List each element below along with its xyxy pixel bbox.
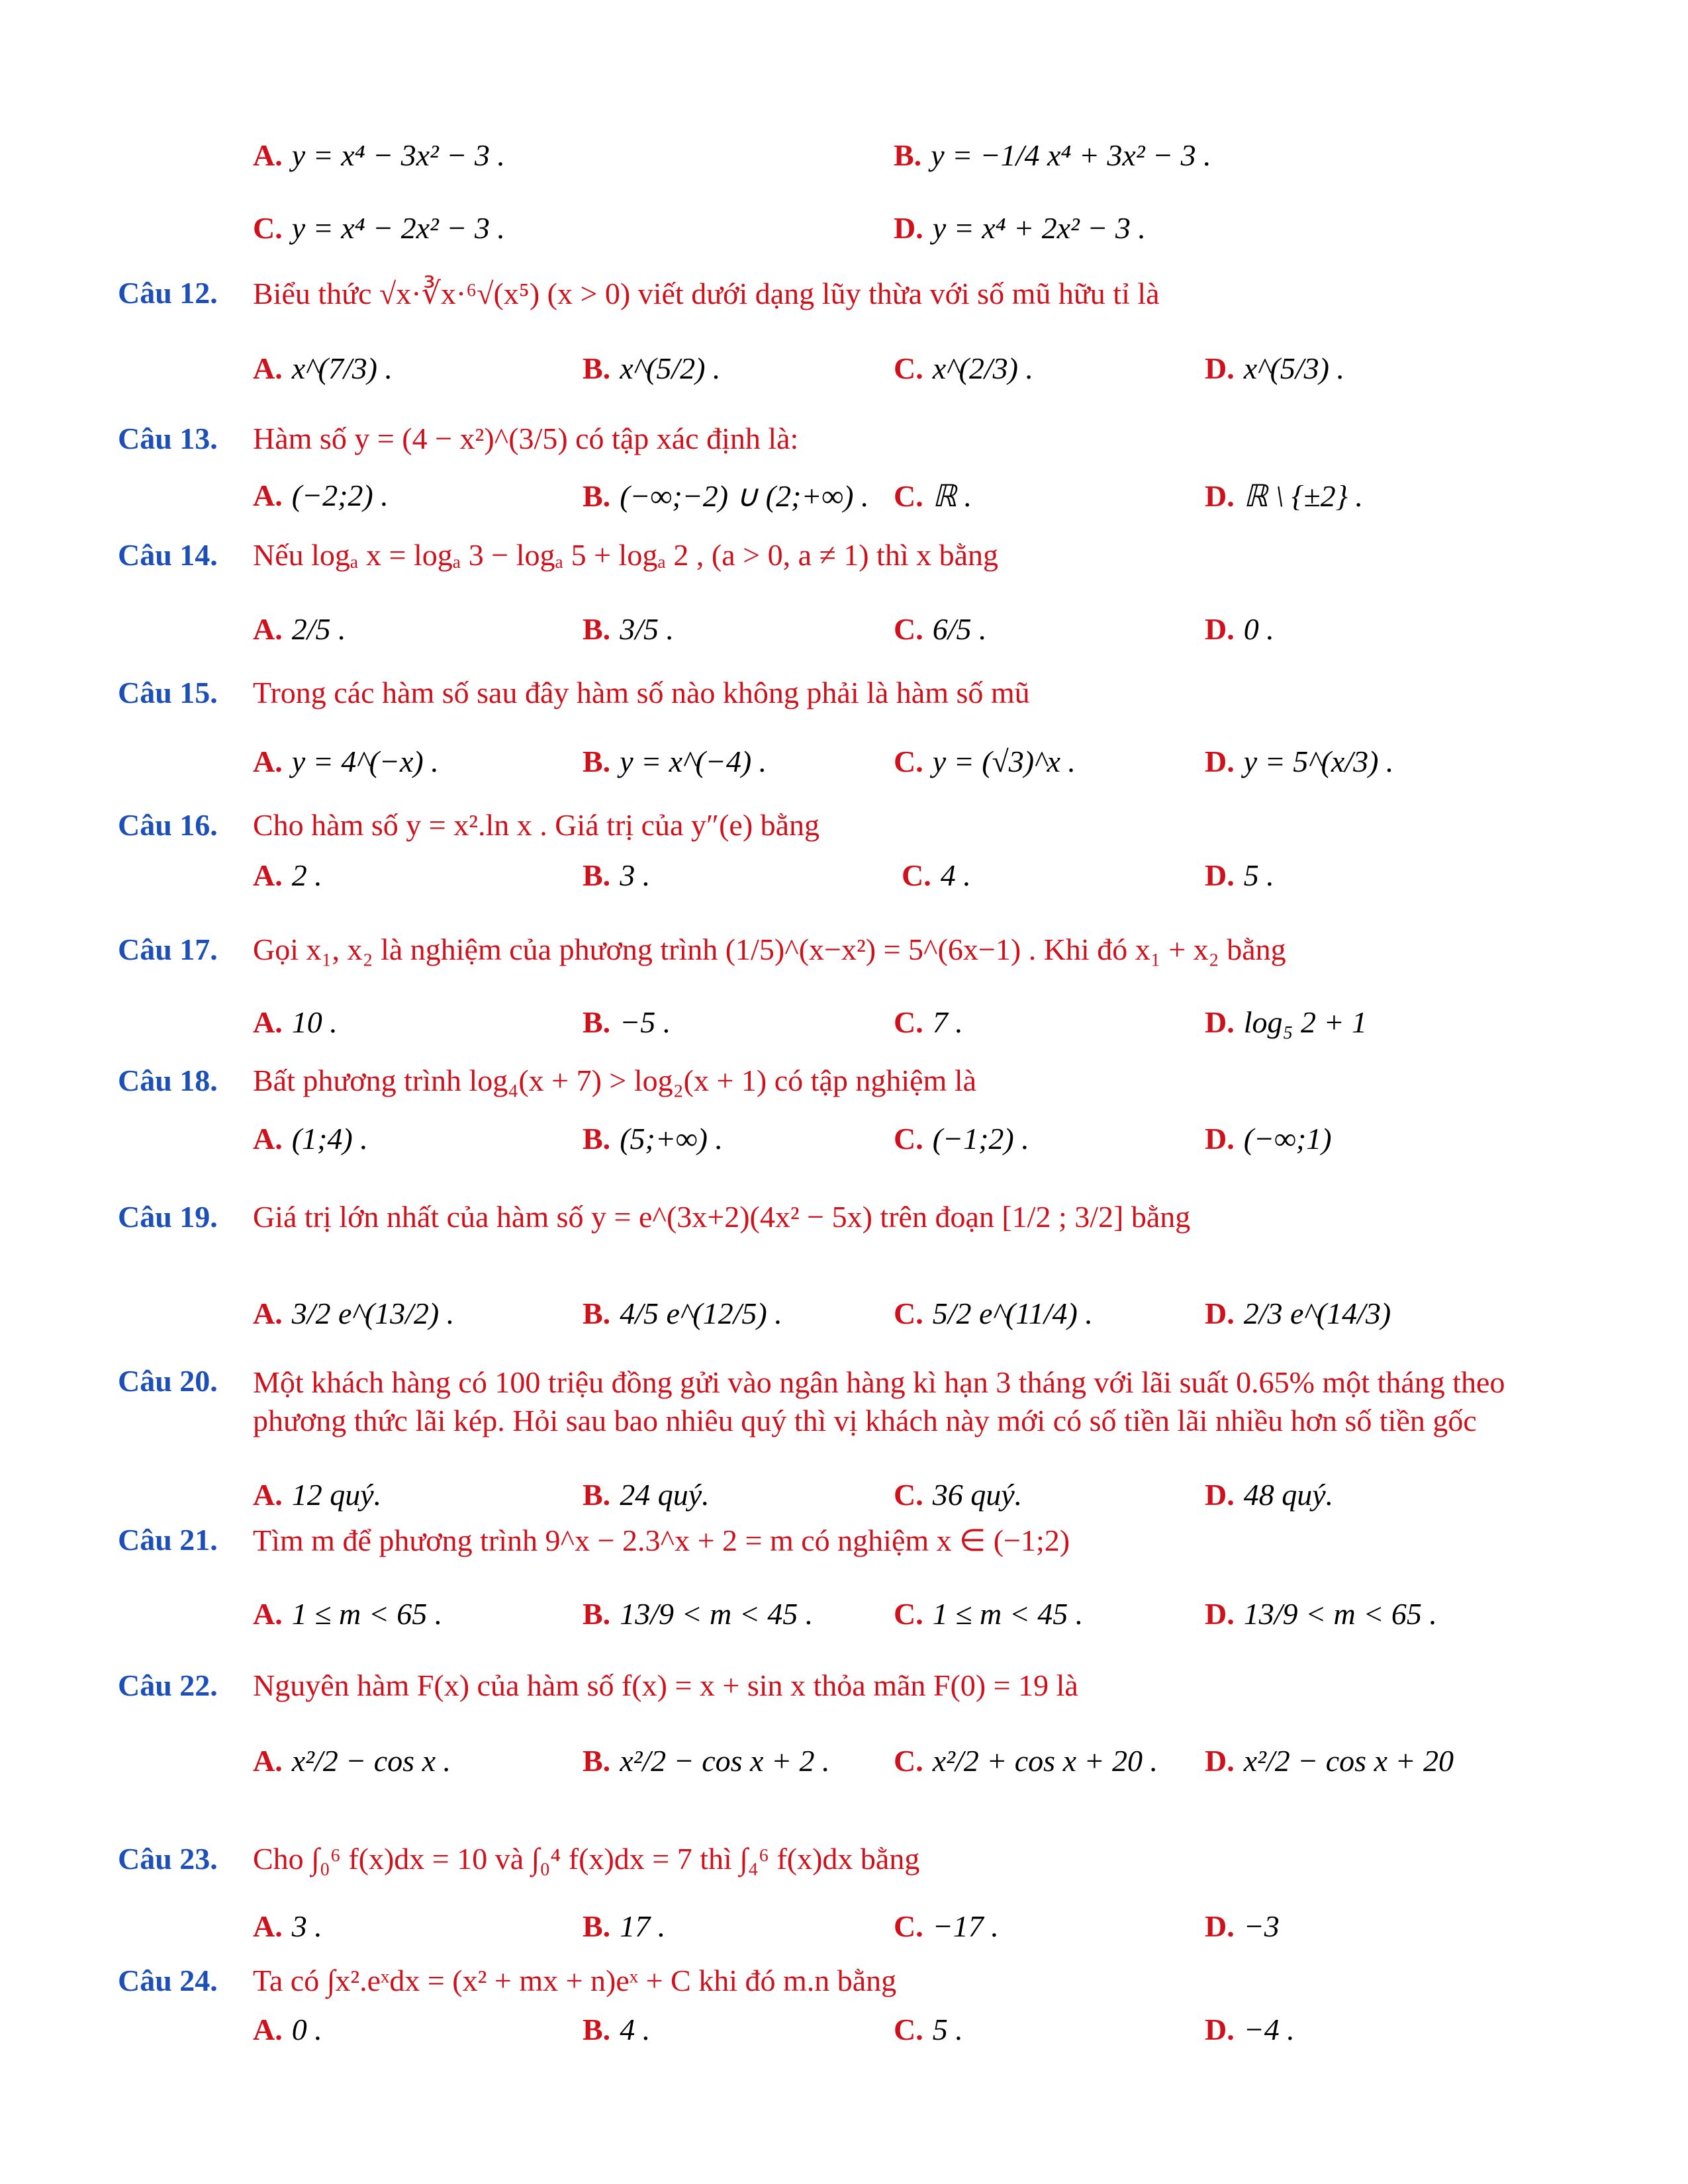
option-d[interactable]: D. ℝ \ {±2} . [1205, 479, 1363, 513]
option-d[interactable]: D. 2/3 e^(14/3) [1205, 1297, 1391, 1330]
option-b[interactable]: B. 4/5 e^(12/5) . [583, 1297, 782, 1330]
option-a[interactable]: A. (1;4) . [253, 1122, 368, 1156]
question-number: Câu 24. [118, 1964, 218, 1997]
option-b[interactable]: B. 3/5 . [583, 612, 674, 646]
option-d[interactable]: D. 48 quý. [1205, 1478, 1334, 1512]
option-c[interactable]: C. 6/5 . [894, 612, 987, 646]
question-stem: Ta có ∫x².eˣdx = (x² + mx + n)eˣ + C khi đó m.n bằng [253, 1964, 897, 1997]
question-stem: Gọi x₁, x₂ là nghiệm của phương trình (1/5)^(x−x²) = 5^(6x−1) . Khi đó x₁ + x₂ bằng [253, 933, 1286, 966]
option-c[interactable]: C. x²/2 + cos x + 20 . [894, 1744, 1158, 1778]
option-b[interactable]: B. 17 . [583, 1909, 666, 1943]
option-d[interactable]: D. x^(5/3) . [1205, 351, 1344, 385]
question-number: Câu 18. [118, 1064, 218, 1097]
prev-option-b[interactable]: B. y = −1/4 x⁴ + 3x² − 3 . [894, 138, 1211, 172]
option-c[interactable]: C. 5 . [894, 2013, 963, 2046]
option-d[interactable]: D. 0 . [1205, 612, 1274, 646]
option-b[interactable]: B. 4 . [583, 2013, 651, 2046]
option-a[interactable]: A. y = 4^(−x) . [253, 745, 439, 778]
option-c[interactable]: C. 5/2 e^(11/4) . [894, 1297, 1093, 1330]
option-a[interactable]: A. 3/2 e^(13/2) . [253, 1297, 455, 1330]
question-stem: Cho ∫₀⁶ f(x)dx = 10 và ∫₀⁴ f(x)dx = 7 thì ∫₄⁶ f(x)dx bằng [253, 1842, 920, 1876]
option-d[interactable]: D. (−∞;1) [1205, 1122, 1332, 1156]
question-stem: Nguyên hàm F(x) của hàm số f(x) = x + sin x thỏa mãn F(0) = 19 là [253, 1668, 1078, 1702]
option-d[interactable]: D. x²/2 − cos x + 20 [1205, 1744, 1454, 1778]
option-c[interactable]: C. 7 . [894, 1005, 963, 1039]
question-number: Câu 21. [118, 1523, 218, 1557]
option-d[interactable]: D. −4 . [1205, 2013, 1295, 2046]
option-c[interactable]: C. 4 . [902, 858, 971, 892]
question-stem: Cho hàm số y = x².ln x . Giá trị của y″(e) bằng [253, 808, 820, 842]
option-d[interactable]: D. log₅ 2 + 1 [1205, 1005, 1368, 1039]
prev-option-c[interactable]: C. y = x⁴ − 2x² − 3 . [253, 211, 505, 245]
question-number: Câu 22. [118, 1668, 218, 1702]
option-a[interactable]: A. x^(7/3) . [253, 351, 393, 385]
option-b[interactable]: B. 3 . [583, 858, 651, 892]
question-stem: Bất phương trình log₄(x + 7) > log₂(x + 1) có tập nghiệm là [253, 1064, 977, 1097]
option-c[interactable]: C. x^(2/3) . [894, 351, 1033, 385]
question-number: Câu 15. [118, 676, 218, 709]
option-a[interactable]: A. 0 . [253, 2013, 322, 2046]
question-number: Câu 14. [118, 538, 218, 572]
option-c[interactable]: C. 36 quý. [894, 1478, 1023, 1512]
option-a[interactable]: A. 2 . [253, 858, 322, 892]
option-b[interactable]: B. x^(5/2) . [583, 351, 721, 385]
question-number: Câu 12. [118, 276, 218, 310]
question-stem: Nếu logₐ x = logₐ 3 − logₐ 5 + logₐ 2 , (a > 0, a ≠ 1) thì x bằng [253, 538, 999, 572]
option-a[interactable]: A. 3 . [253, 1909, 322, 1943]
prev-option-d[interactable]: D. y = x⁴ + 2x² − 3 . [894, 211, 1146, 245]
question-number: Câu 19. [118, 1200, 218, 1234]
question-number: Câu 20. [118, 1364, 218, 1398]
question-number: Câu 17. [118, 933, 218, 966]
option-a[interactable]: A. 10 . [253, 1005, 338, 1039]
option-c[interactable]: C. (−1;2) . [894, 1122, 1029, 1156]
question-stem: Trong các hàm số sau đây hàm số nào không phải là hàm số mũ [253, 676, 1030, 709]
option-a[interactable]: A. 12 quý. [253, 1478, 382, 1512]
option-b[interactable]: B. 24 quý. [583, 1478, 710, 1512]
option-b[interactable]: B. (−∞;−2) ∪ (2;+∞) . [583, 479, 869, 513]
prev-option-a[interactable]: A. y = x⁴ − 3x² − 3 . [253, 138, 505, 172]
option-a[interactable]: A. (−2;2) . [253, 478, 389, 512]
question-stem: Hàm số y = (4 − x²)^(3/5) có tập xác định là: [253, 422, 799, 455]
option-c[interactable]: C. y = (√3)^x . [894, 745, 1076, 778]
option-a[interactable]: A. 1 ≤ m < 65 . [253, 1597, 443, 1631]
option-d[interactable]: D. −3 [1205, 1909, 1280, 1943]
option-c[interactable]: C. 1 ≤ m < 45 . [894, 1597, 1084, 1631]
option-d[interactable]: D. 5 . [1205, 858, 1274, 892]
option-d[interactable]: D. 13/9 < m < 65 . [1205, 1597, 1437, 1631]
option-a[interactable]: A. x²/2 − cos x . [253, 1744, 451, 1778]
option-d[interactable]: D. y = 5^(x/3) . [1205, 745, 1394, 778]
option-b[interactable]: B. (5;+∞) . [583, 1122, 723, 1156]
option-b[interactable]: B. −5 . [583, 1005, 671, 1039]
question-stem: Giá trị lớn nhất của hàm số y = e^(3x+2)(4x² − 5x) trên đoạn [1/2 ; 3/2] bằng [253, 1200, 1191, 1234]
question-stem: Một khách hàng có 100 triệu đồng gửi vào ngân hàng kì hạn 3 tháng với lãi suất 0.65% một tháng theo phương thức lãi kép. Hỏi sau bao nhiêu quý thì vị khách này mới có số tiền lãi nhiều hơn số tiền gốc [253, 1365, 1505, 1437]
option-c[interactable]: C. ℝ . [894, 479, 972, 513]
question-stem: Biểu thức √x·∛x·⁶√(x⁵) (x > 0) viết dưới dạng lũy thừa với số mũ hữu tỉ là [253, 277, 1160, 310]
question-number: Câu 23. [118, 1842, 218, 1876]
question-stem: Tìm m để phương trình 9^x − 2.3^x + 2 = m có nghiệm x ∈ (−1;2) [253, 1524, 1070, 1557]
question-number: Câu 16. [118, 808, 218, 842]
option-b[interactable]: B. y = x^(−4) . [583, 745, 767, 778]
option-b[interactable]: B. x²/2 − cos x + 2 . [583, 1744, 830, 1778]
option-a[interactable]: A. 2/5 . [253, 612, 346, 646]
option-c[interactable]: C. −17 . [894, 1909, 999, 1943]
question-number: Câu 13. [118, 422, 218, 455]
option-b[interactable]: B. 13/9 < m < 45 . [583, 1597, 814, 1631]
